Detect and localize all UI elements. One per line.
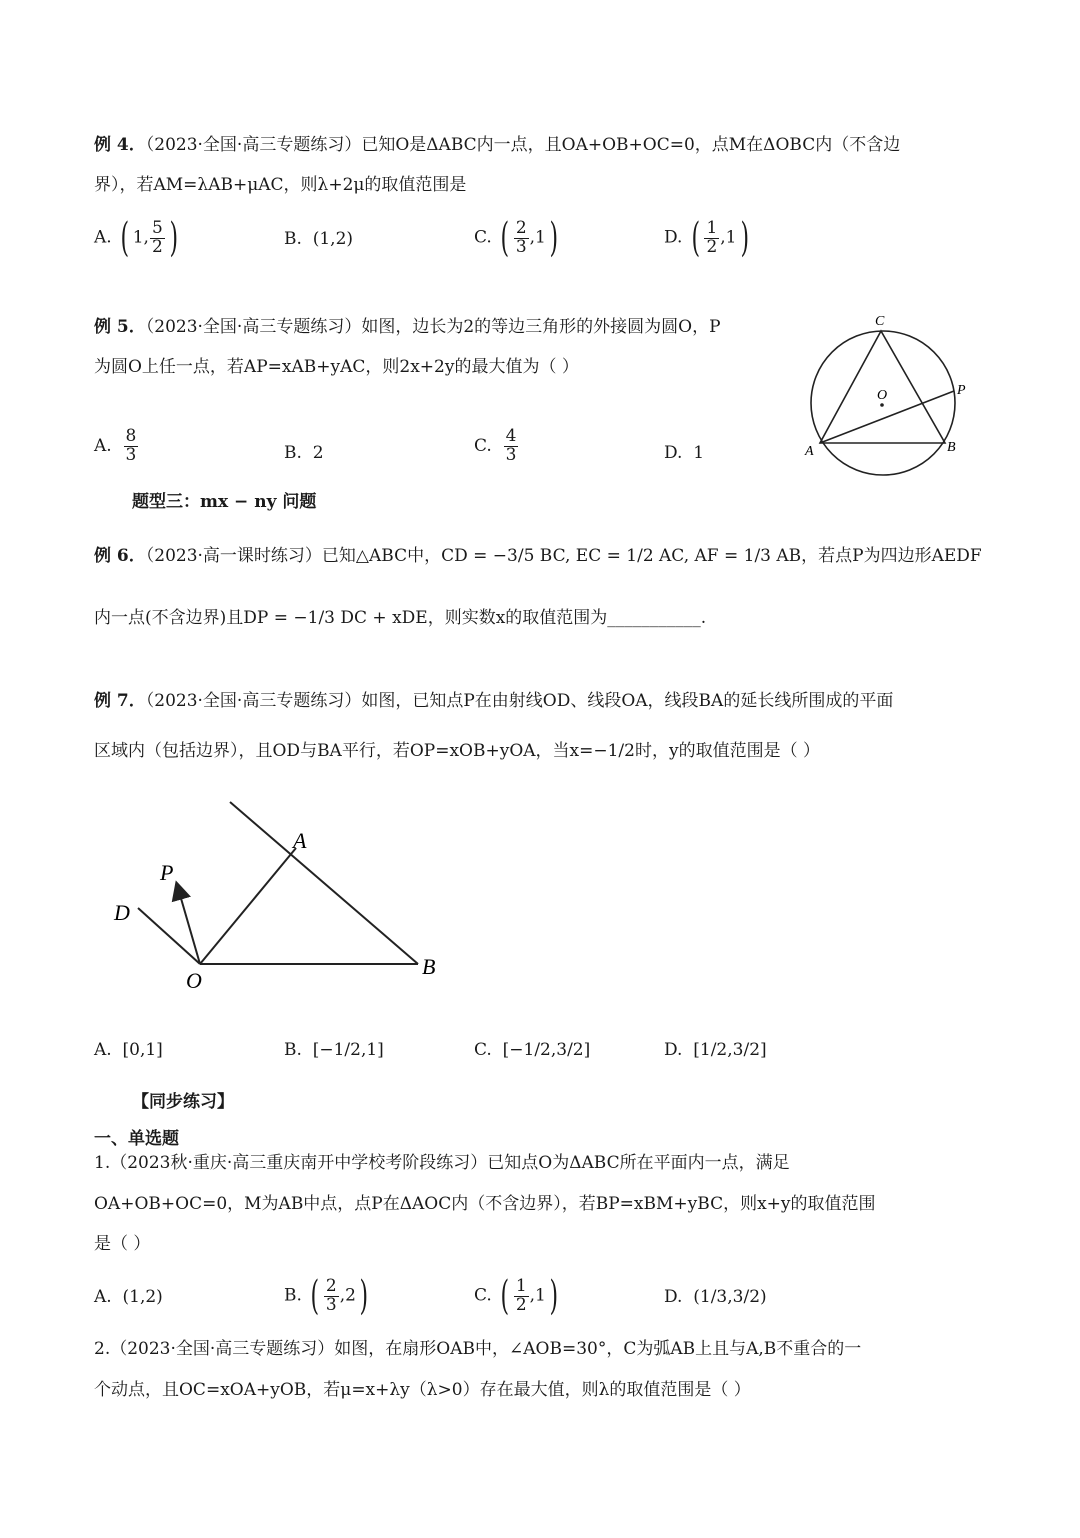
ex5-option-c[interactable]: C. $\frac{4}{3}$ [474, 426, 517, 465]
ex7-region-figure [100, 790, 460, 1000]
line-ba-extended [230, 802, 418, 964]
segment-oa [200, 848, 296, 964]
label-b: B [947, 440, 956, 455]
label-o: O [186, 968, 202, 993]
ex4-option-d[interactable]: D. ( $\frac{1}{2}$ ,1) [664, 215, 749, 261]
sync-practice-title: 【同步练习】 [132, 1092, 234, 1112]
label-p: P [957, 383, 966, 398]
ex4-option-c[interactable]: C. ( $\frac{2}{3}$ ,1) [474, 215, 558, 261]
ex5-option-a[interactable]: A. $\frac{8}{3}$ [94, 426, 137, 465]
ex6-line1: 例 6．（2023·高一课时练习）已知△ABC中，CD = −3/5 BC, EC = 1/2 AC, AF = 1/3 AB，若点P为四边形AEDF [94, 546, 982, 566]
q1-option-a[interactable]: A. (1,2) [94, 1287, 163, 1307]
ex5-line2: 为圆O上任一点，若AP=xAB+yAC，则2x+2y的最大值为（ ） [94, 357, 579, 377]
label-b: B [422, 954, 436, 979]
label-p: P [160, 860, 174, 885]
label-o: O [877, 388, 888, 403]
equilateral-triangle [820, 331, 945, 443]
ex6-line2: 内一点(不含边界)且DP = −1/3 DC + xDE，则实数x的取值范围为___________. [94, 608, 707, 628]
ex7-option-c[interactable]: C. [−1/2,3/2] [474, 1040, 591, 1060]
ex4-option-a[interactable]: A. ( 1, $\frac{5}{2}$ ) [94, 215, 178, 261]
ray-od [138, 908, 200, 964]
ex5-option-d[interactable]: D. 1 [664, 443, 705, 463]
ex7-option-b[interactable]: B. [−1/2,1] [284, 1040, 384, 1060]
single-choice-title: 一、单选题 [94, 1129, 179, 1149]
q1-option-c[interactable]: C. ( $\frac{1}{2}$ ,1) [474, 1273, 558, 1319]
q1-option-b[interactable]: B. ( $\frac{2}{3}$ ,2) [284, 1273, 369, 1319]
ex4-line2: 界），若AM=λAB+μAC，则λ+2μ的取值范围是 [94, 175, 467, 195]
vector-op [178, 888, 200, 964]
ex7-line1: 例 7．（2023·全国·高三专题练习）如图，已知点P在由射线OD、线段OA，线段BA的延长线所围成的平面 [94, 691, 894, 711]
q1-line3: 是（ ） [94, 1234, 151, 1254]
q2-line1: 2.（2023·全国·高三专题练习）如图，在扇形OAB中，∠AOB=30°，C为弧AB上且与A,B不重合的一 [94, 1339, 862, 1359]
q1-line2: OA+OB+OC=0，M为AB中点，点P在ΔAOC内（不含边界），若BP=xBM+yBC，则x+y的取值范围 [94, 1194, 876, 1214]
ex4-option-b[interactable]: B. (1,2) [284, 229, 354, 249]
ex5-line1: 例 5．（2023·全国·高三专题练习）如图，边长为2的等边三角形的外接圆为圆O，P [94, 317, 721, 337]
ex7-option-a[interactable]: A. [0,1] [94, 1040, 163, 1060]
ex7-option-d[interactable]: D. [1/2,3/2] [664, 1040, 767, 1060]
label-c: C [875, 314, 885, 329]
q1-option-d[interactable]: D. (1/3,3/2) [664, 1287, 767, 1307]
ex5-option-b[interactable]: B. 2 [284, 443, 324, 463]
ex7-line2: 区域内（包括边界），且OD与BA平行，若OP=xOB+yOA，当x=−1/2时，y的取值范围是（ ） [94, 741, 820, 761]
label-a: A [805, 444, 814, 459]
label-d: D [114, 900, 130, 925]
q2-line2: 个动点，且OC=xOA+yOB，若μ=x+λy（λ>0）存在最大值，则λ的取值范围是（ ） [94, 1380, 751, 1400]
center-point [880, 403, 884, 407]
ex5-circle-figure [795, 305, 980, 480]
circumcircle [811, 331, 955, 475]
label-a: A [293, 828, 307, 853]
ex4-line1: 例 4．（2023·全国·高三专题练习）已知O是ΔABC内一点，且OA+OB+OC=0，点M在ΔOBC内（不含边 [94, 135, 901, 155]
q1-line1: 1.（2023秋·重庆·高三重庆南开中学校考阶段练习）已知点O为ΔABC所在平面内一点，满足 [94, 1153, 790, 1173]
section-three-title: 题型三：mx − ny 问题 [132, 492, 317, 512]
